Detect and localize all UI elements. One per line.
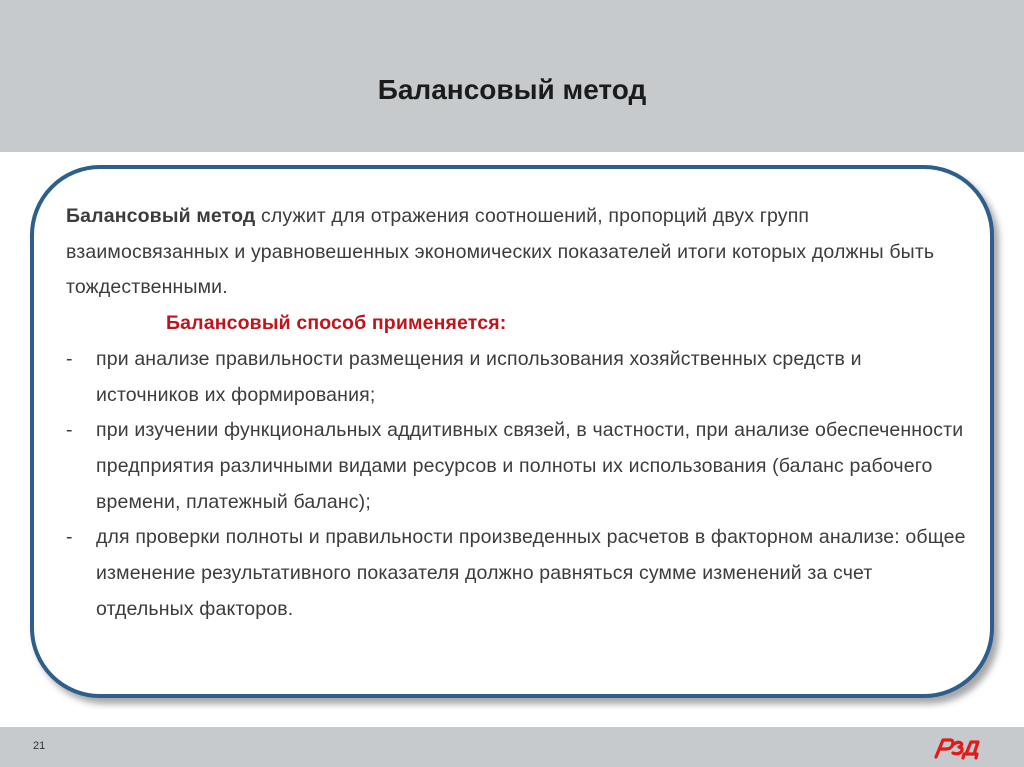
intro-definition: служит для отражения соотношений, пропорций двух групп взаимосвязанных и уравновешенных экономических показателей итоги которых должны быть тождественными.: [66, 205, 935, 299]
intro-term: Балансовый метод: [66, 205, 256, 227]
list-item: [66, 342, 966, 413]
content-text: [66, 199, 966, 627]
footer-bar: [0, 727, 1024, 767]
list-item: [66, 520, 966, 627]
slide-title: Балансовый метод: [377, 74, 647, 105]
list-item: [66, 413, 966, 520]
list-dash: -: [66, 526, 73, 549]
intro-paragraph: [66, 199, 966, 306]
list-item-text: при анализе правильности размещения и использования хозяйственных средств и источников их формирования;: [96, 347, 862, 406]
list-dash: -: [66, 419, 73, 442]
list-dash: -: [66, 347, 73, 370]
subheading: Балансовый способ применяется:: [166, 312, 507, 335]
slide-number: 21: [33, 740, 46, 752]
list-item-text: при изучении функциональных аддитивных связей, в частности, при анализе обеспеченности предприятия различными видами ресурсов и полноты их использования (баланс рабочего времени, платежный баланс);: [96, 419, 964, 513]
rzd-logo-icon: [930, 732, 986, 762]
list-item-text: для проверки полноты и правильности произведенных расчетов в факторном анализе: общее изменение результативного показателя должно равняться сумме изменений за счет отдельных факторов.: [96, 526, 966, 620]
